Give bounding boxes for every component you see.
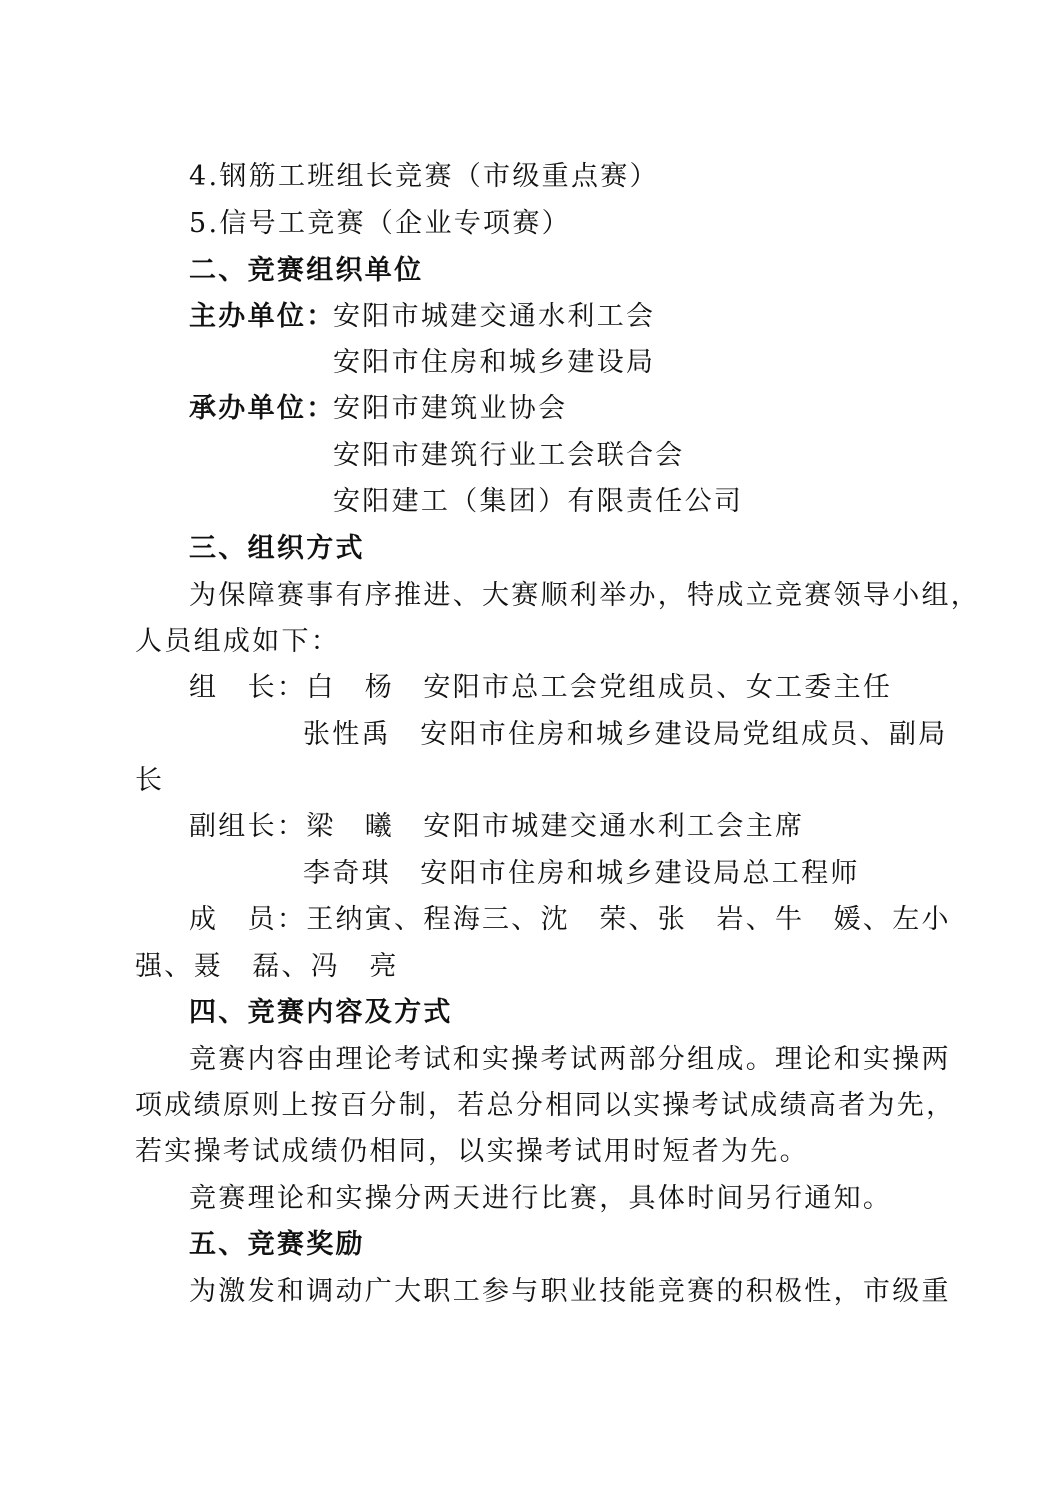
section-heading: 五、竞赛奖励 <box>189 1229 365 1260</box>
vice-leader-entry: 李奇琪 安阳市住房和城乡建设局总工程师 <box>303 858 860 889</box>
members-entry: 强、聂 磊、冯 亮 <box>135 951 399 982</box>
paragraph: 竞赛理论和实操分两天进行比赛，具体时间另行通知。 <box>189 1183 893 1214</box>
paragraph: 若实操考试成绩仍相同，以实操考试用时短者为先。 <box>135 1136 809 1167</box>
paragraph: 竞赛内容由理论考试和实操考试两部分组成。理论和实操两 <box>189 1044 951 1075</box>
host-label: 主办单位： <box>189 301 336 332</box>
section-heading: 三、组织方式 <box>189 533 365 564</box>
leader-entry: 组 长：白 杨 安阳市总工会党组成员、女工委主任 <box>189 672 893 703</box>
organizer-org: 安阳市建筑业协会 <box>333 393 568 424</box>
host-org: 安阳市住房和城乡建设局 <box>333 347 656 378</box>
paragraph: 人员组成如下： <box>135 626 341 657</box>
section-heading: 二、竞赛组织单位 <box>189 255 424 286</box>
list-item: 5.信号工竞赛（企业专项赛） <box>189 208 571 239</box>
paragraph: 为激发和调动广大职工参与职业技能竞赛的积极性，市级重 <box>189 1276 951 1307</box>
organizer-org: 安阳建工（集团）有限责任公司 <box>333 486 744 517</box>
paragraph: 项成绩原则上按百分制，若总分相同以实操考试成绩高者为先， <box>135 1090 956 1121</box>
paragraph: 为保障赛事有序推进、大赛顺利举办，特成立竞赛领导小组， <box>189 580 981 611</box>
leader-entry: 长 <box>135 765 165 796</box>
organizer-label: 承办单位： <box>189 393 336 424</box>
host-org: 安阳市城建交通水利工会 <box>333 301 656 332</box>
list-item: 4.钢筋工班组长竞赛（市级重点赛） <box>189 161 659 192</box>
organizer-org: 安阳市建筑行业工会联合会 <box>333 440 685 471</box>
leader-entry: 张性禹 安阳市住房和城乡建设局党组成员、副局 <box>303 719 948 750</box>
members-entry: 成 员：王纳寅、程海三、沈 荣、张 岩、牛 媛、左小 <box>189 904 951 935</box>
vice-leader-entry: 副组长：梁 曦 安阳市城建交通水利工会主席 <box>189 811 805 842</box>
section-heading: 四、竞赛内容及方式 <box>189 997 453 1028</box>
